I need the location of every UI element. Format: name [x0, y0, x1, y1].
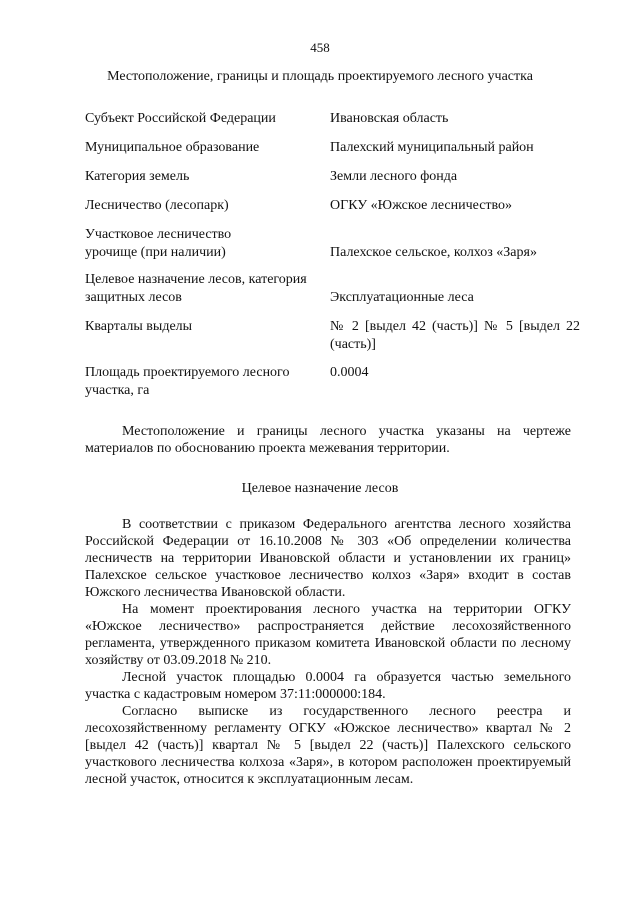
property-value: Палехский муниципальный район [330, 140, 534, 155]
section-title: Целевое назначение лесов [241, 481, 399, 496]
document-title: Местоположение, границы и площадь проектируемого лесного участка [107, 69, 533, 84]
property-label: Кварталы выделы [85, 319, 193, 334]
property-value: № 2 [выдел 42 (часть)] № 5 [выдел 22 (часть)] [330, 319, 580, 352]
page-number: 458 [310, 40, 330, 55]
paragraph: Лесной участок площадью 0.0004 га образуется частью земельного участка с кадастровым номером 37:11:000000:184. [85, 670, 571, 702]
property-label: Площадь проектируемого лесного участка, га [85, 365, 290, 398]
property-label: Субъект Российской Федерации [85, 111, 276, 126]
property-value: ОГКУ «Южское лесничество» [330, 198, 513, 213]
property-value: Палехское сельское, колхоз «Заря» [330, 245, 537, 260]
body-text [85, 516, 571, 788]
paragraph: Согласно выписке из государственного лесного реестра и лесохозяйственному регламенту ОГКУ «Южское лесничество» квартал № 2 [выдел 42 (часть)] квартал № 5 [выдел 22 (часть)] Палехского сельского участкового лесничества колхоза «Заря», в котором расположен проектируемый лесной участок, относится к эксплуатационным лесам. [85, 704, 571, 787]
property-label: Категория земель [85, 169, 190, 184]
paragraph: На момент проектирования лесного участка на территории ОГКУ «Южское лесничество» распространяется действие лесохозяйственного регламента, утвержденного приказом комитета Ивановской области по лесному хозяйству от 03.09.2018 № 210. [85, 602, 571, 668]
property-value: Эксплуатационные леса [330, 290, 474, 305]
property-value: Ивановская область [330, 111, 449, 126]
paragraph: В соответствии с приказом Федерального агентства лесного хозяйства Российской Федерации от 16.10.2008 № 303 «Об определении количества лесничеств на территории Ивановской области и установлении их границ» Палехское сельское участковое лесничество колхоз «Заря» входит в состав Южского лесничества Ивановской области. [85, 517, 571, 600]
location-paragraph: Местоположение и границы лесного участка указаны на чертеже материалов по обоснованию проекта межевания территории. [85, 424, 571, 456]
property-label: Лесничество (лесопарк) [85, 198, 229, 213]
property-label: Целевое назначение лесов, категория защитных лесов [85, 272, 307, 305]
property-value: 0.0004 [330, 365, 369, 380]
property-label: Муниципальное образование [85, 140, 260, 155]
property-value: Земли лесного фонда [330, 169, 458, 184]
property-label: Участковое лесничество урочище (при наличии) [85, 227, 232, 260]
